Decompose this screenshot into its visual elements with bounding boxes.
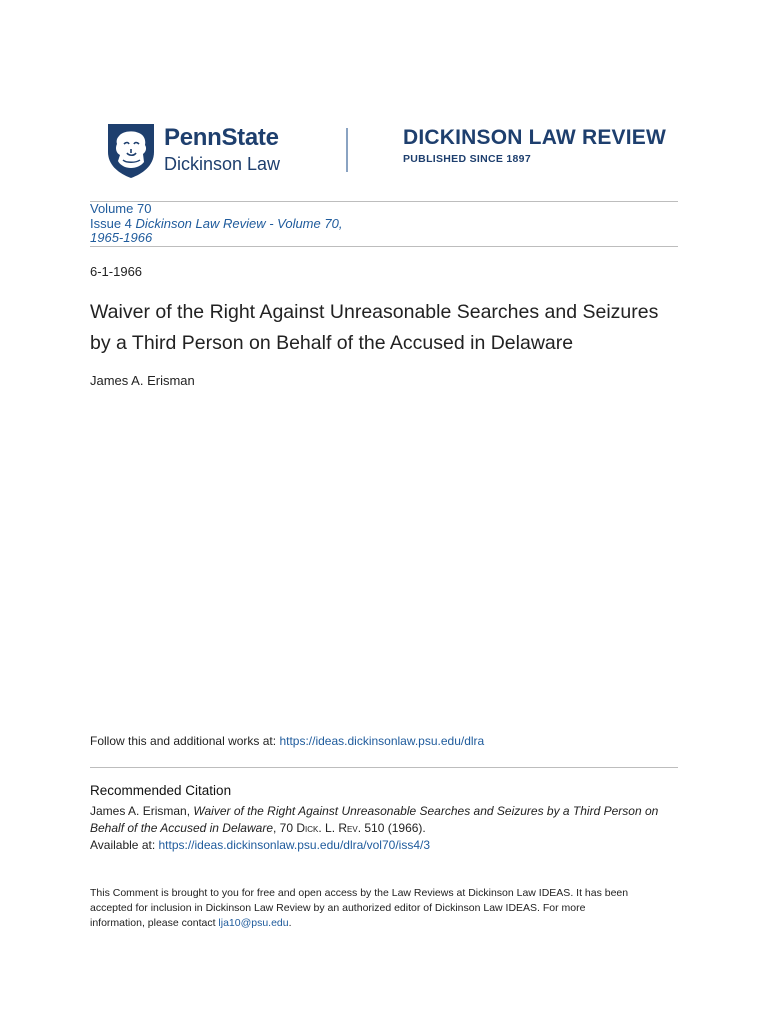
issue-info [90, 202, 390, 246]
recommended-citation-heading: Recommended Citation [90, 783, 232, 798]
follow-link[interactable]: https://ideas.dickinsonlaw.psu.edu/dlra [279, 734, 485, 748]
nittany-lion-shield-icon [106, 122, 156, 180]
article-title-line1: Waiver of the Right Against Unreasonable Searches and Seizures [90, 301, 659, 323]
access-notice [90, 886, 680, 931]
citation-source-suffix: 510 (1966). [361, 821, 426, 835]
issue-link-line2: 1965-1966 [90, 230, 153, 245]
journal-tagline: PUBLISHED SINCE 1897 [403, 153, 531, 165]
divider-issue [90, 246, 678, 247]
header-logo-bar [90, 116, 678, 184]
access-notice-line3-suffix: . [288, 917, 292, 929]
access-notice-line1: This Comment is brought to you for free and open access by the Law Reviews at Dickinson Law IDEAS. It has been [90, 887, 629, 899]
citation-source-prefix: , 70 [273, 821, 297, 835]
available-at-link[interactable]: https://ideas.dickinsonlaw.psu.edu/dlra/vol70/iss4/3 [158, 838, 430, 852]
article-title-line2: by a Third Person on Behalf of the Accused in Delaware [90, 332, 574, 354]
institution-subname: Dickinson Law [164, 154, 281, 174]
citation-title-line2: Behalf of the Accused in Delaware [90, 821, 273, 835]
follow-text: Follow this and additional works at: [90, 734, 280, 748]
follow-line [90, 734, 484, 748]
contact-email-link[interactable]: lja10@psu.edu [218, 917, 289, 929]
article-author: James A. Erisman [90, 373, 195, 388]
volume-link[interactable]: Volume 70 [90, 201, 152, 216]
logo-divider [346, 128, 348, 172]
available-at-label: Available at: [90, 838, 159, 852]
access-notice-line3-prefix: information, please contact [90, 917, 219, 929]
citation-author: James A. Erisman, [90, 804, 194, 818]
journal-name[interactable]: DICKINSON LAW REVIEW [403, 126, 667, 149]
publication-date: 6-1-1966 [90, 264, 143, 279]
citation-title-line1: Waiver of the Right Against Unreasonable Searches and Seizures by a Third Person on [193, 804, 659, 818]
issue-link-line1: Dickinson Law Review - Volume 70, [135, 215, 343, 231]
institution-name: PennState [164, 124, 279, 151]
article-title [90, 297, 690, 359]
pennstate-dickinson-logo[interactable] [106, 122, 296, 182]
divider-citation [90, 767, 678, 768]
citation-journal: Dick. L. Rev. [296, 821, 362, 835]
citation-text [90, 803, 690, 854]
issue-prefix: Issue 4 [90, 215, 132, 231]
access-notice-line2: accepted for inclusion in Dickinson Law Review by an authorized editor of Dickinson Law IDEAS. For more [90, 902, 586, 914]
